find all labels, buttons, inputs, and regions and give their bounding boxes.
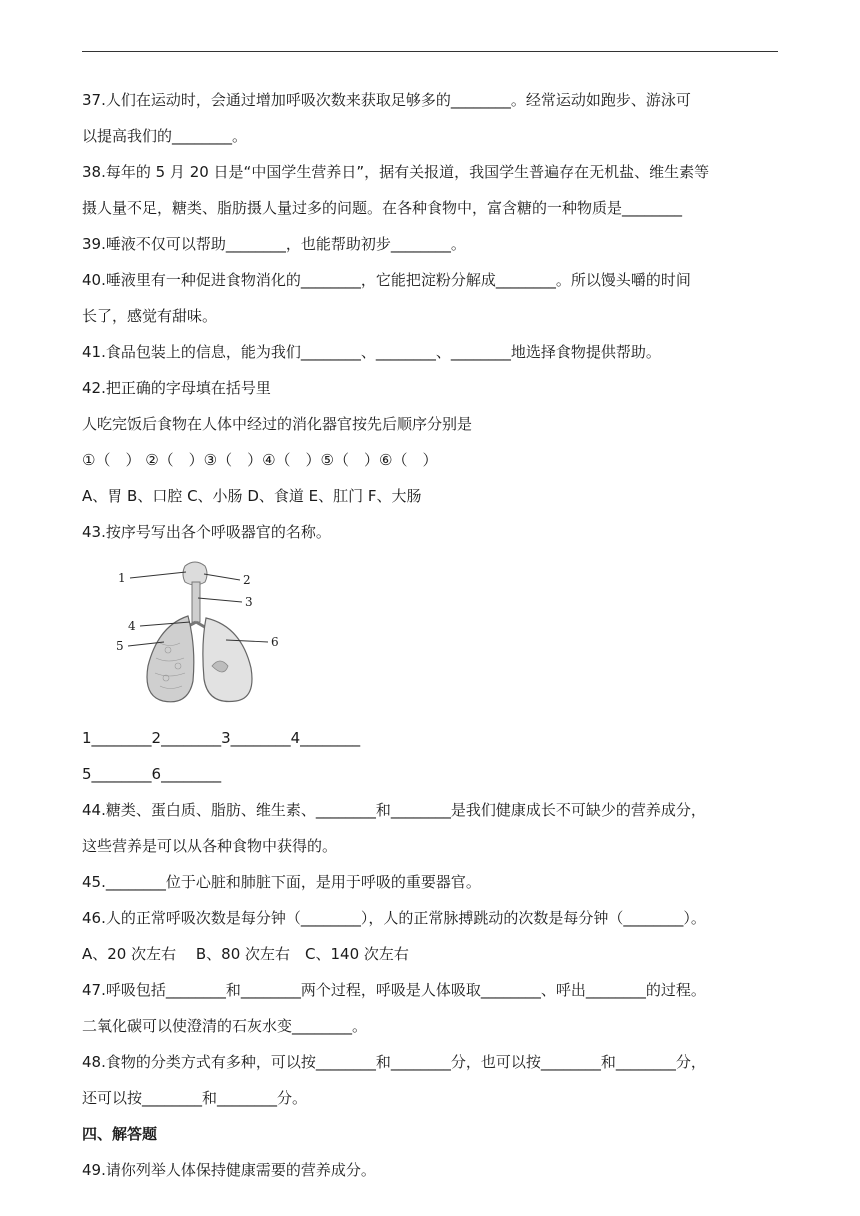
answer-options: A、胃 B、口腔 C、小肠 D、食道 E、肛门 F、大肠 <box>82 487 422 505</box>
figure-label-4: 4 <box>128 619 136 633</box>
figure-label-2: 2 <box>243 573 251 587</box>
question-44 <box>82 792 782 864</box>
answer-options: A、20 次左右 B、80 次左右 C、140 次左右 <box>82 945 409 963</box>
question-text: 45.________位于心脏和肺脏下面，是用于呼吸的重要器官。 <box>82 873 481 891</box>
answer-blanks: 1________2________3________4________ <box>82 729 361 747</box>
respiratory-diagram <box>100 558 300 708</box>
worksheet-content <box>82 82 782 1188</box>
respiratory-system-figure <box>100 558 300 708</box>
question-text: 46.人的正常呼吸次数是每分钟（________），人的正常脉搏跳动的次数是每分钟（________）。 <box>82 909 706 927</box>
question-text: 以提高我们的________。 <box>82 127 248 145</box>
section-title: 四、解答题 <box>82 1125 158 1143</box>
question-text: 摄人量不足，糖类、脂肪摄人量过多的问题。在各种食物中，富含糖的一种物质是________ <box>82 199 683 217</box>
question-text: 还可以按________和________分。 <box>82 1089 308 1107</box>
question-text: 48.食物的分类方式有多种，可以按________和________分，也可以按________和________分， <box>82 1053 706 1071</box>
question-text: 39.唾液不仅可以帮助________，也能帮助初步________。 <box>82 235 466 253</box>
question-42 <box>82 370 782 514</box>
question-39 <box>82 226 782 262</box>
question-45 <box>82 864 782 900</box>
question-text: 这些营养是可以从各种食物中获得的。 <box>82 837 338 855</box>
figure-label-1: 1 <box>118 571 126 585</box>
answer-blanks: ①（ ） ②（ ）③（ ）④（ ）⑤（ ）⑥（ ） <box>82 451 438 469</box>
question-text: 43.按序号写出各个呼吸器官的名称。 <box>82 523 331 541</box>
question-text: 37.人们在运动时，会通过增加呼吸次数来获取足够多的________。经常运动如跑步、游泳可 <box>82 91 691 109</box>
header-rule <box>82 51 778 52</box>
question-text: 42.把正确的字母填在括号里 <box>82 379 271 397</box>
question-text: 人吃完饭后食物在人体中经过的消化器官按先后顺序分别是 <box>82 415 473 433</box>
question-37 <box>82 82 782 154</box>
question-48 <box>82 1044 782 1116</box>
question-38 <box>82 154 782 226</box>
question-text: 二氧化碳可以使澄清的石灰水变________。 <box>82 1017 368 1035</box>
question-43 <box>82 514 782 792</box>
question-46 <box>82 900 782 972</box>
answer-blanks: 5________6________ <box>82 765 222 783</box>
question-text: 38.每年的 5 月 20 日是“中国学生营养日”，据有关报道，我国学生普遍存在无机盐、维生素等 <box>82 163 710 181</box>
question-40 <box>82 262 782 334</box>
question-text: 44.糖类、蛋白质、脂肪、维生素、________和________是我们健康成长不可缺少的营养成分， <box>82 801 706 819</box>
question-text: 49.请你列举人体保持健康需要的营养成分。 <box>82 1161 376 1179</box>
figure-label-6: 6 <box>271 635 279 649</box>
question-text: 41.食品包装上的信息，能为我们________、________、________地选择食物提供帮助。 <box>82 343 661 361</box>
question-text: 40.唾液里有一种促进食物消化的________，它能把淀粉分解成________。所以馒头嚼的时间 <box>82 271 691 289</box>
figure-label-5: 5 <box>116 639 124 653</box>
question-text: 长了，感觉有甜味。 <box>82 307 218 325</box>
figure-label-3: 3 <box>245 595 253 609</box>
question-text: 47.呼吸包括________和________两个过程，呼吸是人体吸取________、呼出________的过程。 <box>82 981 706 999</box>
question-41 <box>82 334 782 370</box>
question-49 <box>82 1152 782 1188</box>
question-47 <box>82 972 782 1044</box>
